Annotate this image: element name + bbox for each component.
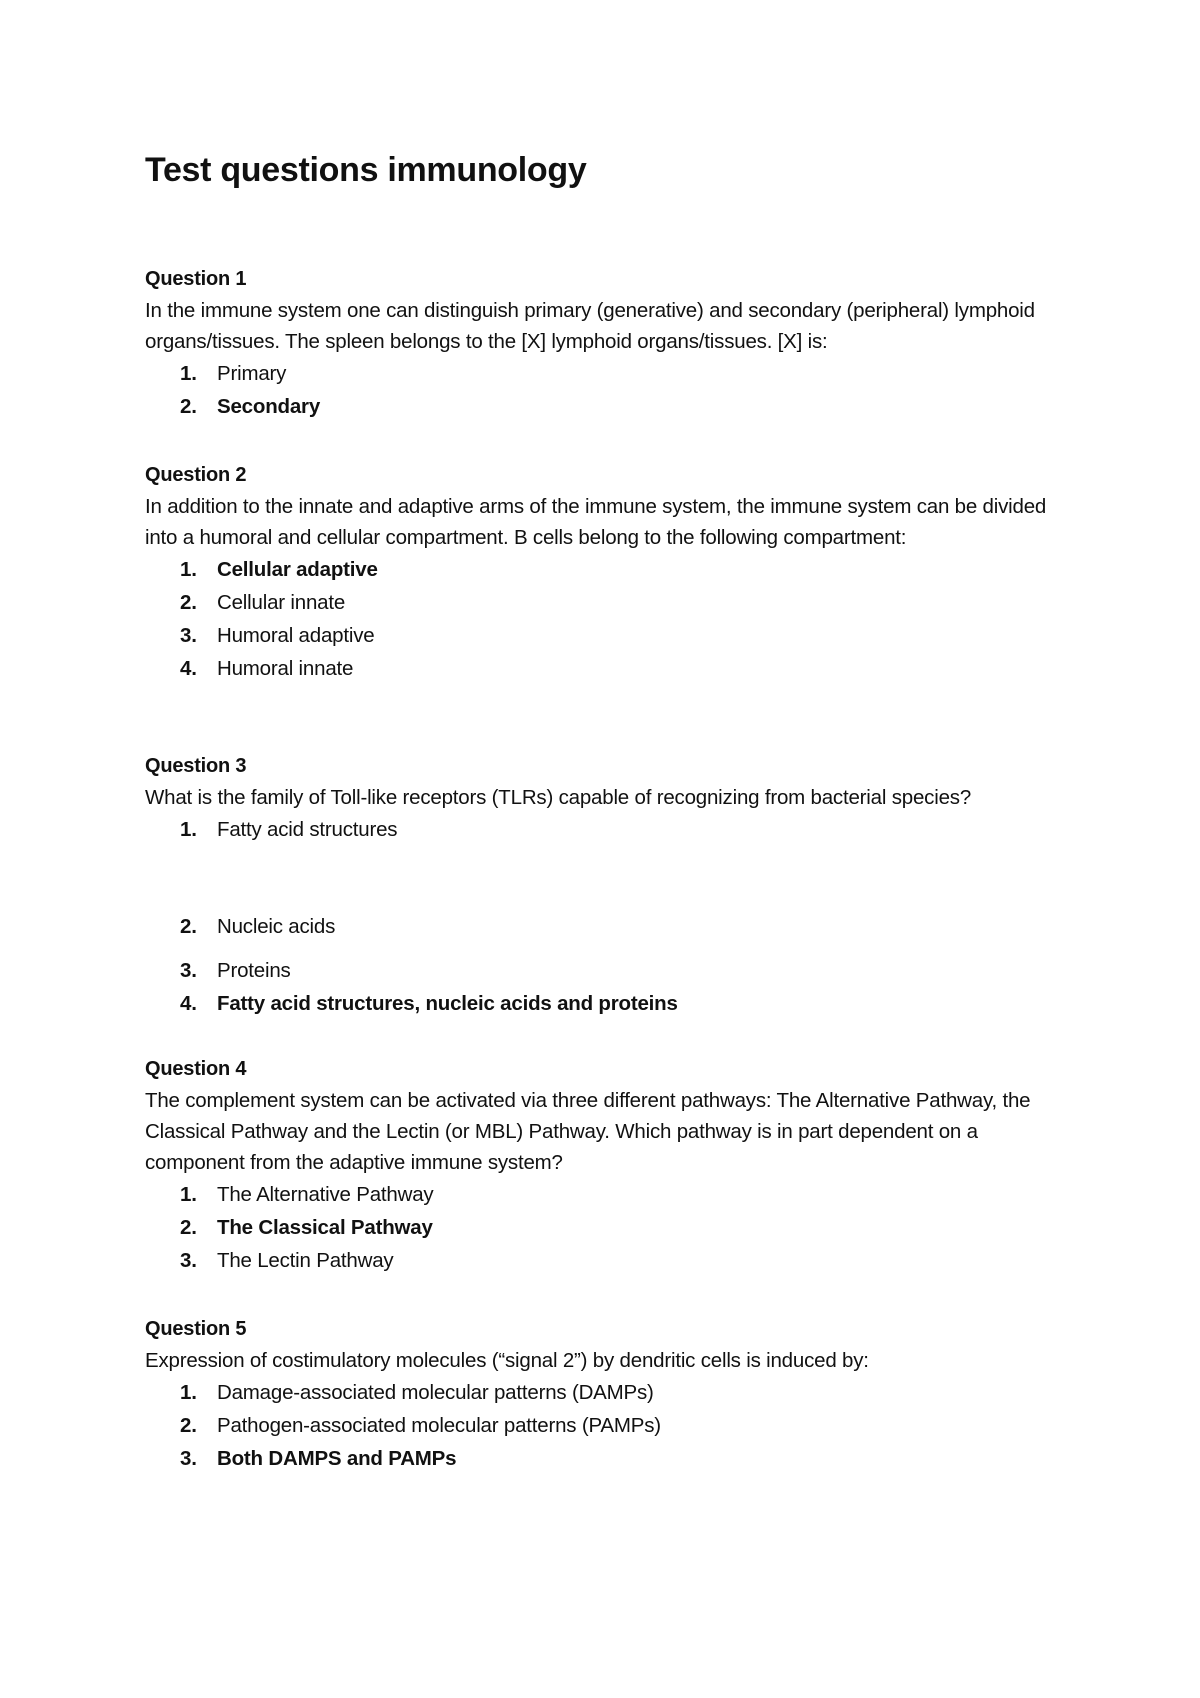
option-label: Proteins [217,959,291,982]
question-text: In addition to the innate and adaptive arms of the immune system, the immune system can be divided into a humoral and cellular compartment. B cells belong to the following compartment: [145,495,1047,549]
answer-option [145,619,1075,652]
question-3 [145,751,1075,1020]
question-text: In the immune system one can distinguish primary (generative) and secondary (peripheral) lymphoid organs/tissues. The spleen belongs to the [X] lymphoid organs/tissues. [X] is: [145,299,1035,353]
answer-option-correct [145,1211,1075,1244]
option-number: 3. [180,959,197,982]
question-4 [145,1054,1075,1277]
question-5 [145,1314,1075,1475]
option-number: 2. [180,1414,197,1437]
option-label: Fatty acid structures [217,818,398,841]
option-label: Damage-associated molecular patterns (DAMPs) [217,1381,654,1404]
option-number: 1. [180,1183,197,1206]
option-label: The Alternative Pathway [217,1183,434,1206]
answer-options [145,357,1075,423]
question-heading: Question 5 [145,1318,247,1340]
question-heading: Question 1 [145,268,247,290]
answer-option [145,586,1075,619]
answer-options [145,553,1075,685]
answer-option-correct [145,987,1075,1020]
option-number: 4. [180,992,197,1015]
question-1 [145,264,1075,423]
option-number: 2. [180,591,197,614]
document-title: Test questions immunology [145,151,587,189]
option-number: 2. [180,1216,197,1239]
answer-option [145,910,1075,943]
option-number: 1. [180,818,197,841]
question-heading: Question 4 [145,1058,247,1080]
answer-options [145,1376,1075,1475]
option-label: Cellular innate [217,591,346,614]
option-label: Fatty acid structures, nucleic acids and proteins [217,992,678,1015]
option-number: 3. [180,1249,197,1272]
answer-options [145,813,1075,1020]
question-heading: Question 2 [145,464,247,486]
option-number: 1. [180,558,197,581]
answer-option [145,813,1075,846]
question-text: What is the family of Toll-like receptors (TLRs) capable of recognizing from bacterial species? [145,786,972,809]
question-text: Expression of costimulatory molecules (“signal 2”) by dendritic cells is induced by: [145,1349,869,1372]
option-number: 4. [180,657,197,680]
option-label: Humoral innate [217,657,354,680]
answer-option [145,954,1075,987]
answer-option-correct [145,1442,1075,1475]
question-text: The complement system can be activated via three different pathways: The Alternative Pathway, the Classical Pathway and the Lectin (or MBL) Pathway. Which pathway is in part dependent on a component from the adaptive immune system? [145,1089,1031,1174]
option-number: 3. [180,1447,197,1470]
question-2 [145,460,1075,685]
option-label: Cellular adaptive [217,558,378,581]
option-label: Primary [217,362,287,385]
option-label: Both DAMPS and PAMPs [217,1447,457,1470]
answer-option [145,652,1075,685]
answer-option [145,1244,1075,1277]
option-number: 2. [180,395,197,418]
option-number: 3. [180,624,197,647]
answer-options [145,1178,1075,1277]
option-label: Humoral adaptive [217,624,375,647]
option-label: Pathogen-associated molecular patterns (PAMPs) [217,1414,661,1437]
answer-option [145,1178,1075,1211]
question-heading: Question 3 [145,755,247,777]
answer-option-correct [145,390,1075,423]
answer-option-correct [145,553,1075,586]
answer-option [145,357,1075,390]
option-label: The Classical Pathway [217,1216,433,1239]
option-label: Nucleic acids [217,915,336,938]
answer-option [145,1376,1075,1409]
option-label: The Lectin Pathway [217,1249,394,1272]
option-number: 2. [180,915,197,938]
option-number: 1. [180,1381,197,1404]
option-label: Secondary [217,395,321,418]
answer-option [145,1409,1075,1442]
option-number: 1. [180,362,197,385]
